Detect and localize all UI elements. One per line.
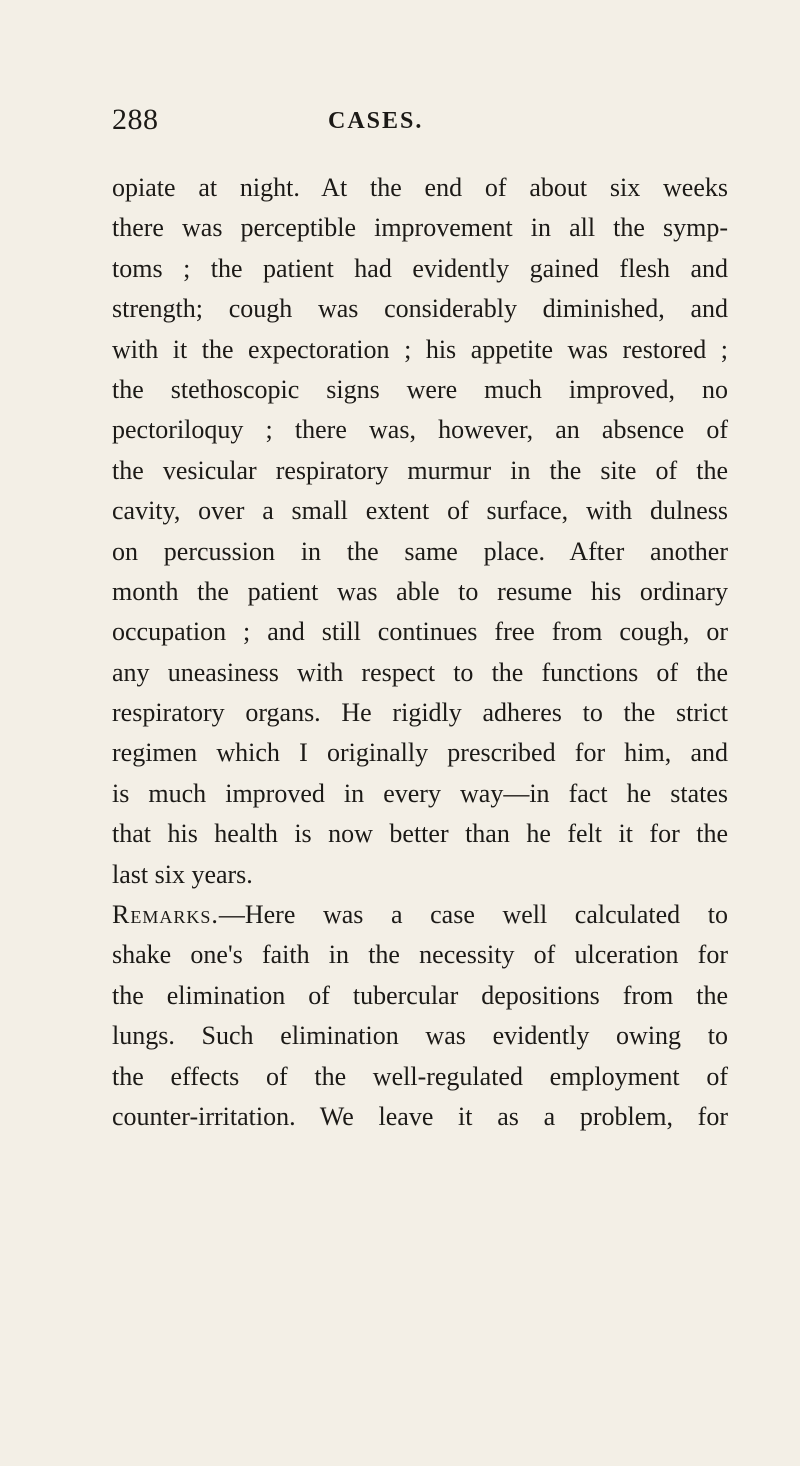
text-line: month the patient was able to resume his ordinary	[112, 576, 728, 606]
remarks-first-line-text: —Here was a case well calculated to	[218, 900, 728, 930]
text-line: any uneasiness with respect to the functions of the	[112, 657, 728, 687]
running-title: CASES.	[328, 108, 424, 134]
text-line: cavity, over a small extent of surface, with dulness	[112, 496, 728, 526]
remarks-label: Remarks.	[112, 900, 219, 930]
text-line: is much improved in every way—in fact he states	[112, 778, 728, 808]
text-line: the stethoscopic signs were much improved, no	[112, 374, 728, 404]
remarks-first-line	[112, 895, 728, 935]
text-line: toms ; the patient had evidently gained flesh and	[112, 253, 728, 283]
text-line: regimen which I originally prescribed for him, and	[112, 738, 728, 768]
text-line: that his health is now better than he felt it for the	[112, 819, 728, 849]
text-line: on percussion in the same place. After another	[112, 536, 728, 566]
text-line: occupation ; and still continues free from cough, or	[112, 617, 728, 647]
text-line: respiratory organs. He rigidly adheres to the strict	[112, 698, 728, 728]
text-line: there was perceptible improvement in all the symp-	[112, 213, 728, 243]
text-line: counter-irritation. We leave it as a problem, for	[112, 1101, 728, 1131]
page-number: 288	[112, 103, 159, 136]
text-line: the elimination of tubercular depositions from the	[112, 980, 728, 1010]
text-line: with it the expectoration ; his appetite was restored ;	[112, 334, 728, 364]
body-text	[112, 168, 728, 1137]
text-line: pectoriloquy ; there was, however, an absence of	[112, 415, 728, 445]
running-head	[112, 100, 752, 140]
text-line: shake one's faith in the necessity of ulceration for	[112, 940, 728, 970]
text-line: last six years.	[112, 859, 253, 889]
text-line: the effects of the well-regulated employment of	[112, 1061, 728, 1091]
text-line: lungs. Such elimination was evidently owing to	[112, 1021, 728, 1051]
text-line: strength; cough was considerably diminished, and	[112, 294, 728, 324]
text-line: opiate at night. At the end of about six weeks	[112, 173, 728, 202]
text-line: the vesicular respiratory murmur in the site of the	[112, 455, 728, 485]
